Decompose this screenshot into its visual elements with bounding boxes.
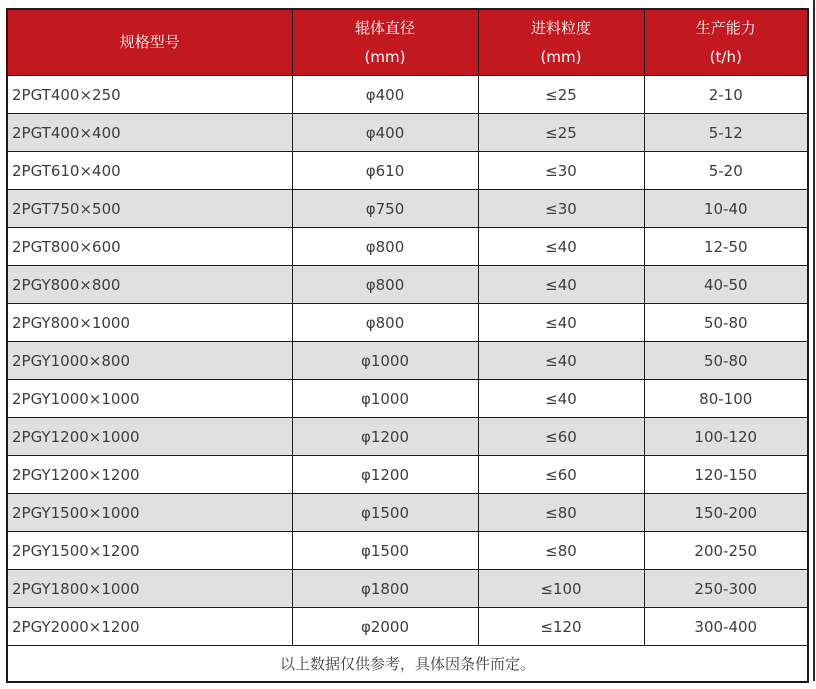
footer-note: 以上数据仅供参考，具体因条件而定。: [7, 646, 808, 683]
feed-size-cell: ≤100: [478, 570, 644, 608]
header-feed-size-label: 进料粒度: [530, 19, 591, 37]
capacity-cell: 12-50: [644, 228, 808, 266]
diameter-cell: φ2000: [292, 608, 478, 646]
table-row: [7, 190, 808, 228]
feed-size-cell: ≤40: [478, 304, 644, 342]
capacity-cell: 5-20: [644, 152, 808, 190]
diameter-cell: φ800: [292, 228, 478, 266]
model-cell: 2PGY1000×1000: [7, 380, 292, 418]
table-row: [7, 570, 808, 608]
header-model-label: 规格型号: [119, 33, 180, 52]
feed-size-cell: ≤40: [478, 380, 644, 418]
feed-size-cell: ≤40: [478, 266, 644, 304]
capacity-cell: 50-80: [644, 342, 808, 380]
model-cell: 2PGT610×400: [7, 152, 292, 190]
feed-size-cell: ≤40: [478, 342, 644, 380]
capacity-cell: 80-100: [644, 380, 808, 418]
header-roller-diameter: [292, 9, 478, 76]
spec-table: [6, 8, 809, 683]
header-capacity-label: 生产能力: [695, 19, 756, 37]
model-cell: 2PGT400×400: [7, 114, 292, 152]
spec-table-footer: [7, 646, 808, 683]
model-cell: 2PGY1000×800: [7, 342, 292, 380]
table-row: [7, 342, 808, 380]
feed-size-cell: ≤25: [478, 76, 644, 114]
model-cell: 2PGY2000×1200: [7, 608, 292, 646]
header-feed-size-unit: (mm): [540, 47, 582, 66]
model-cell: 2PGT800×600: [7, 228, 292, 266]
capacity-cell: 5-12: [644, 114, 808, 152]
model-cell: 2PGY800×800: [7, 266, 292, 304]
capacity-cell: 10-40: [644, 190, 808, 228]
footer-row: [7, 646, 808, 683]
feed-size-cell: ≤60: [478, 456, 644, 494]
header-roller-diameter-label: 辊体直径: [354, 19, 415, 37]
table-row: [7, 152, 808, 190]
table-row: [7, 418, 808, 456]
model-cell: 2PGY1800×1000: [7, 570, 292, 608]
feed-size-cell: ≤80: [478, 532, 644, 570]
right-edge-line: [813, 0, 815, 681]
model-cell: 2PGT400×250: [7, 76, 292, 114]
capacity-cell: 200-250: [644, 532, 808, 570]
table-row: [7, 76, 808, 114]
feed-size-cell: ≤120: [478, 608, 644, 646]
header-capacity-unit: (t/h): [709, 47, 742, 66]
capacity-cell: 150-200: [644, 494, 808, 532]
diameter-cell: φ1800: [292, 570, 478, 608]
table-row: [7, 532, 808, 570]
capacity-cell: 100-120: [644, 418, 808, 456]
feed-size-cell: ≤30: [478, 152, 644, 190]
table-row: [7, 608, 808, 646]
spec-table-header: [7, 9, 808, 76]
diameter-cell: φ400: [292, 114, 478, 152]
model-cell: 2PGY1500×1000: [7, 494, 292, 532]
capacity-cell: 40-50: [644, 266, 808, 304]
feed-size-cell: ≤25: [478, 114, 644, 152]
table-row: [7, 228, 808, 266]
diameter-cell: φ1500: [292, 532, 478, 570]
table-row: [7, 380, 808, 418]
model-cell: 2PGY1500×1200: [7, 532, 292, 570]
feed-size-cell: ≤80: [478, 494, 644, 532]
capacity-cell: 250-300: [644, 570, 808, 608]
model-cell: 2PGT750×500: [7, 190, 292, 228]
diameter-cell: φ610: [292, 152, 478, 190]
table-row: [7, 266, 808, 304]
capacity-cell: 120-150: [644, 456, 808, 494]
table-row: [7, 304, 808, 342]
table-row: [7, 494, 808, 532]
header-capacity: [644, 9, 808, 76]
table-row: [7, 456, 808, 494]
feed-size-cell: ≤60: [478, 418, 644, 456]
diameter-cell: φ800: [292, 266, 478, 304]
feed-size-cell: ≤30: [478, 190, 644, 228]
capacity-cell: 300-400: [644, 608, 808, 646]
diameter-cell: φ1000: [292, 380, 478, 418]
model-cell: 2PGY800×1000: [7, 304, 292, 342]
header-feed-size: [478, 9, 644, 76]
model-cell: 2PGY1200×1000: [7, 418, 292, 456]
table-row: [7, 114, 808, 152]
header-model: [7, 9, 292, 76]
header-row: [7, 9, 808, 76]
diameter-cell: φ1200: [292, 456, 478, 494]
diameter-cell: φ800: [292, 304, 478, 342]
header-roller-diameter-unit: (mm): [364, 47, 406, 66]
diameter-cell: φ1000: [292, 342, 478, 380]
spec-table-body: [7, 76, 808, 646]
capacity-cell: 2-10: [644, 76, 808, 114]
capacity-cell: 50-80: [644, 304, 808, 342]
diameter-cell: φ1500: [292, 494, 478, 532]
model-cell: 2PGY1200×1200: [7, 456, 292, 494]
diameter-cell: φ400: [292, 76, 478, 114]
diameter-cell: φ1200: [292, 418, 478, 456]
diameter-cell: φ750: [292, 190, 478, 228]
feed-size-cell: ≤40: [478, 228, 644, 266]
